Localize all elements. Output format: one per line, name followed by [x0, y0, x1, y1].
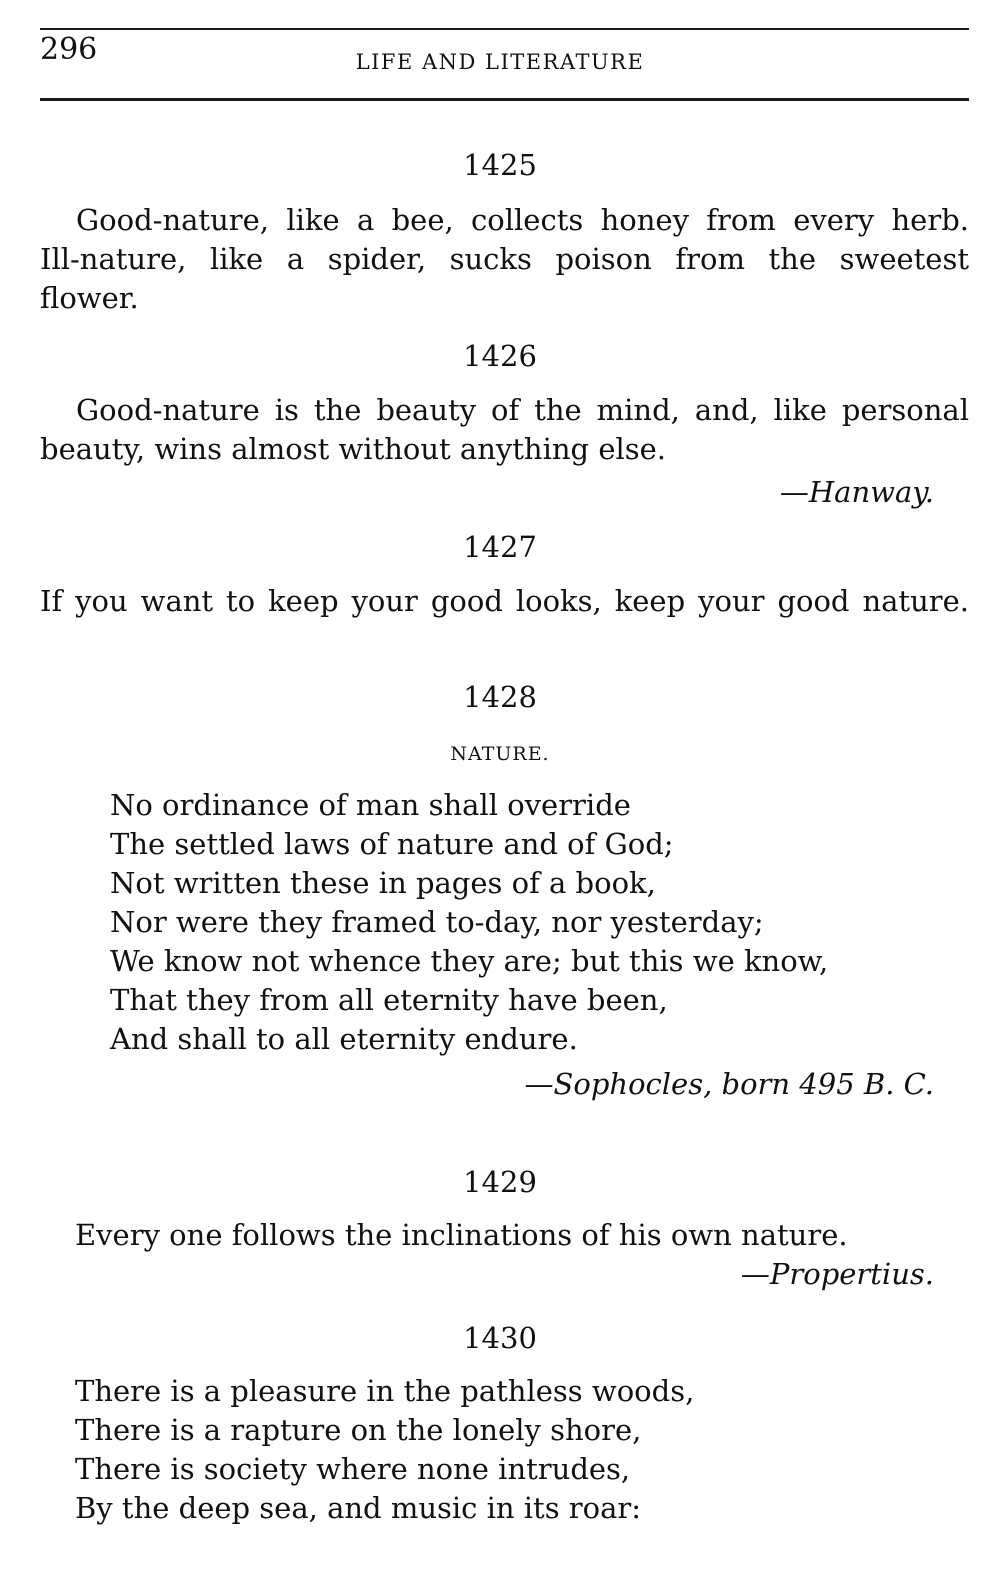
page-number: 296 [40, 32, 98, 67]
text-line: Good-nature is the beauty of the mind, and, like personal [76, 393, 969, 427]
entry-1427-number: 1427 [463, 530, 537, 564]
entry-1430-verse [75, 1372, 694, 1528]
verse-line: The settled laws of nature and of God; [110, 827, 674, 861]
verse-line: That they from all eternity have been, [110, 983, 668, 1017]
entry-1426-number: 1426 [463, 339, 537, 373]
verse-line: And shall to all eternity endure. [110, 1022, 578, 1056]
entry-1426-attribution: —Hanway. [779, 475, 934, 509]
entry-1430-number: 1430 [463, 1321, 537, 1355]
entry-1428-number: 1428 [463, 680, 537, 714]
verse-line: There is a pleasure in the pathless woods, [75, 1374, 695, 1408]
entry-1427-text [40, 582, 969, 621]
verse-line: Nor were they framed to-day, nor yesterday; [110, 905, 764, 939]
entry-1429-attribution: —Propertius. [740, 1257, 934, 1291]
header-bottom-rule [40, 98, 969, 101]
verse-line: No ordinance of man shall override [110, 788, 631, 822]
text-line: beauty, wins almost without anything else. [40, 432, 667, 466]
text-line: If you want to keep your good looks, keep your good nature. [40, 584, 969, 618]
verse-line: There is society where none intrudes, [75, 1452, 631, 1486]
entry-1425-number: 1425 [463, 148, 537, 182]
verse-line: By the deep sea, and music in its roar: [75, 1491, 642, 1525]
entry-1425-text [40, 201, 969, 318]
verse-line: There is a rapture on the lonely shore, [75, 1413, 642, 1447]
running-title: LIFE AND LITERATURE [355, 50, 645, 74]
verse-line: We know not whence they are; but this we know, [110, 944, 829, 978]
entry-1428-attribution: —Sophocles, born 495 B. C. [524, 1067, 934, 1101]
entry-1429-text [75, 1216, 848, 1255]
text-line: Good-nature, like a bee, collects honey from every herb. [76, 203, 969, 237]
verse-line: Not written these in pages of a book, [110, 866, 656, 900]
entry-1429-number: 1429 [463, 1165, 537, 1199]
text-line: flower. [40, 281, 139, 315]
header-top-rule [40, 28, 969, 30]
text-line: Ill-nature, like a spider, sucks poison from the sweetest [40, 242, 969, 276]
entry-1426-text [40, 391, 969, 469]
entry-1428-verse [110, 786, 828, 1059]
text-line: Every one follows the inclinations of his own nature. [75, 1218, 848, 1252]
entry-1428-title: NATURE. [450, 743, 550, 765]
